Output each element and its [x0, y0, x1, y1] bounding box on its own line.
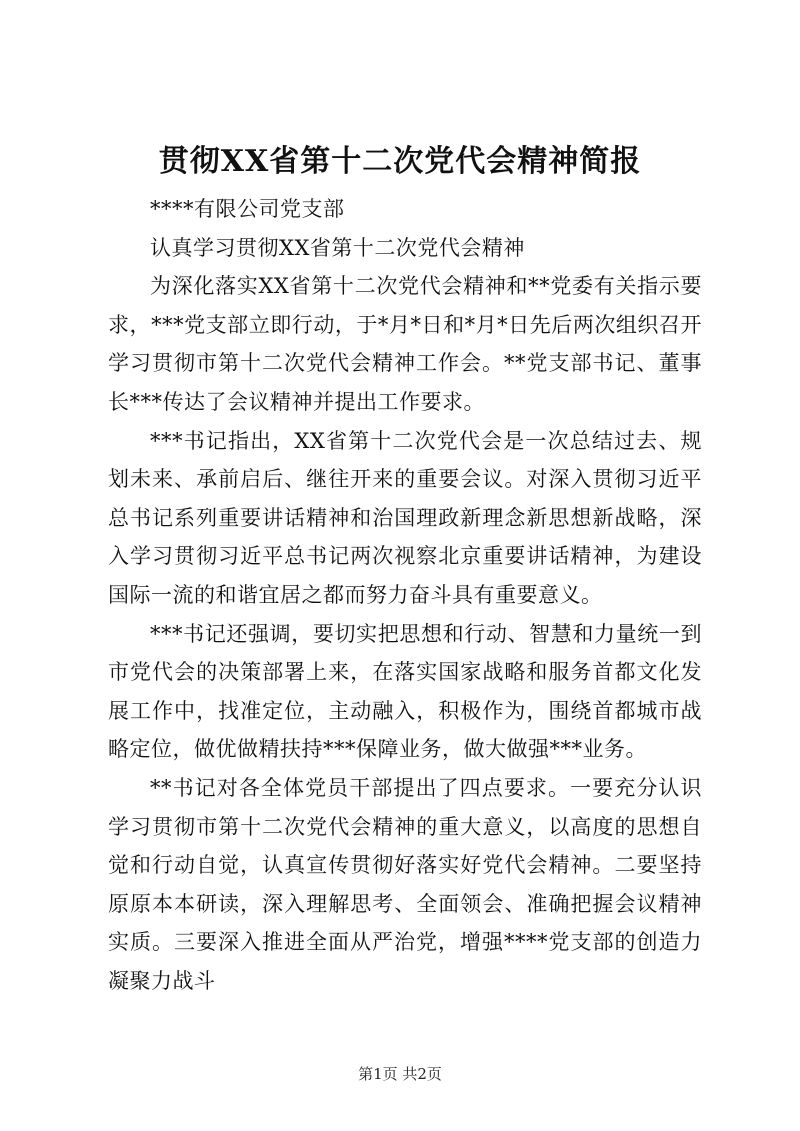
organization-line: ****有限公司党支部	[150, 197, 345, 221]
paragraph: ***书记指出，XX省第十二次党代会是一次总结过去、规划未来、承前启后、继往开来的重要会议。对深入贯彻习近平总书记系列重要讲话精神和治国理政新理念新思想新战略，深入学习贯彻习近平总书记两次视察北京重要讲话精神，为建设国际一流的和谐宜居之都而努力奋斗具有重要意义。	[108, 428, 702, 607]
paragraph: ***书记还强调，要切实把思想和行动、智慧和力量统一到市党代会的决策部署上来，在落实国家战略和服务首都文化发展工作中，找准定位，主动融入，积极作为，围绕首都城市战略定位，做优做精扶持***保障业务，做大做强***业务。	[108, 621, 702, 762]
paragraph: 为深化落实XX省第十二次党代会精神和**党委有关指示要求，***党支部立即行动，于*月*日和*月*日先后两次组织召开学习贯彻市第十二次党代会精神工作会。**党支部书记、董事长***传达了会议精神并提出工作要求。	[108, 274, 702, 414]
subtitle-line: 认真学习贯彻XX省第十二次党代会精神	[150, 235, 525, 260]
paragraph: **书记对各全体党员干部提出了四点要求。一要充分认识学习贯彻市第十二次党代会精神的重大意义，以高度的思想自觉和行动自觉，认真宣传贯彻好落实好党代会精神。二要坚持原原本本研读，深入理解思考、全面领会、准确把握会议精神实质。三要深入推进全面从严治党，增强****党支部的创造力凝聚力战斗	[108, 775, 702, 993]
document-body	[108, 190, 702, 1000]
document-title: 贯彻XX省第十二次党代会精神简报	[158, 144, 642, 179]
page-number-footer: 第1页 共2页	[358, 1065, 442, 1083]
